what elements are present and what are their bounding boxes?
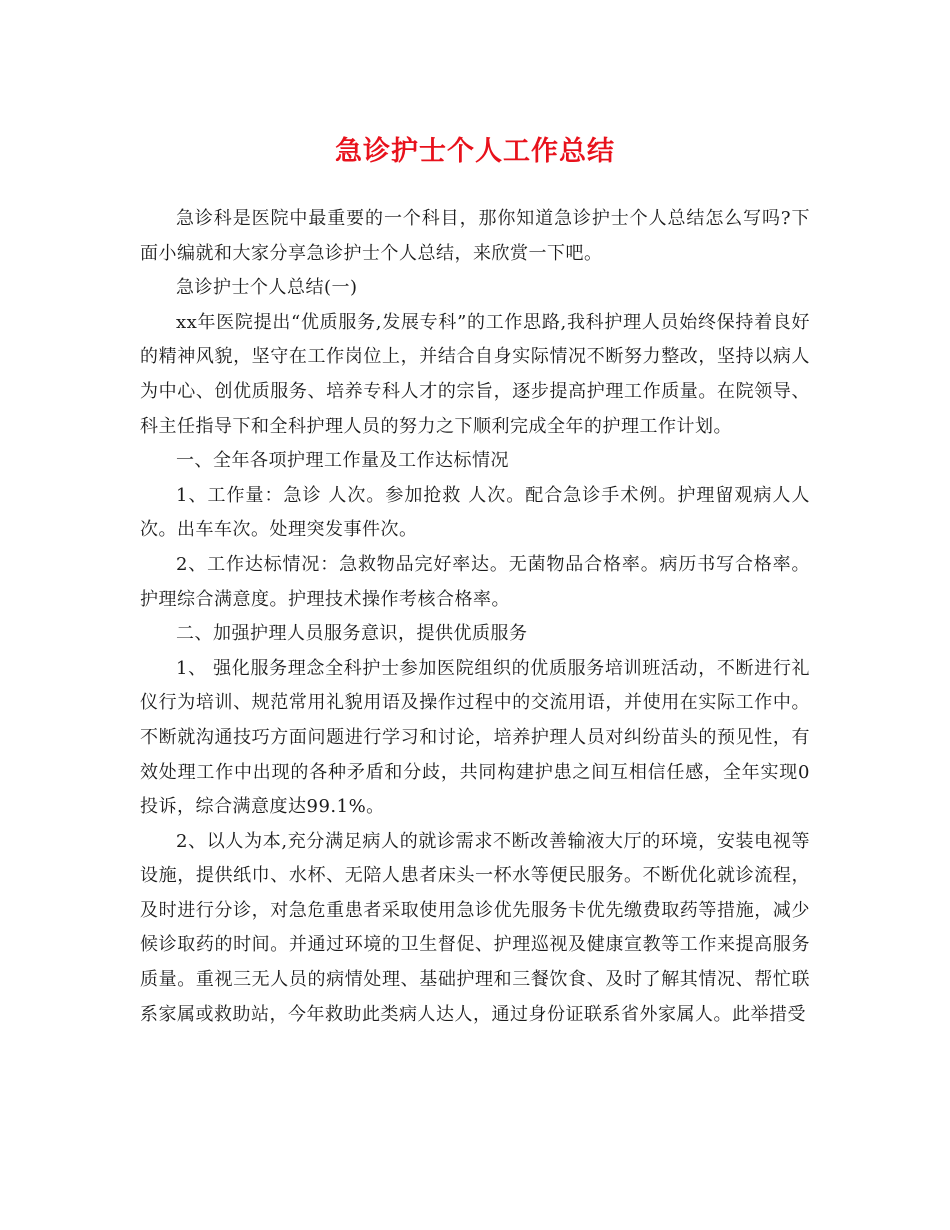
paragraph-standards: 2、工作达标情况：急救物品完好率达。无菌物品合格率。病历书写合格率。护理综合满意度。护理技术操作考核合格率。 [140,553,810,610]
paragraph-heading-2: 二、加强护理人员服务意识，提供优质服务 [176,623,528,645]
document-title: 急诊护士个人工作总结 [335,136,615,167]
paragraph-people-oriented: 2、以人为本,充分满足病人的就诊需求不断改善输液大厅的环境，安装电视等设施，提供纸巾、水杯、无陪人患者床头一杯水等便民服务。不断优化就诊流程，及时进行分诊，对急危重患者采取使用急诊优先服务卡优先缴费取药等措施，减少候诊取药的时间。并通过环境的卫生督促、护理巡视及健康宣教等工作来提高服务质量。重视三无人员的病情处理、基础护理和三餐饮食、及时了解其情况、帮忙联系家属或救助站，今年救助此类病人达人，通过身份证联系省外家属人。此举措受 [140,830,810,1025]
paragraph-service-concept: 1、 强化服务理念全科护士参加医院组织的优质服务培训班活动，不断进行礼仪行为培训、规范常用礼貌用语及操作过程中的交流用语，并使用在实际工作中。不断就沟通技巧方面问题进行学习和讨论，培养护理人员对纠纷苗头的预见性，有效处理工作中出现的各种矛盾和分歧，共同构建护患之间互相信任感，全年实现0投诉，综合满意度达99.1%。 [140,657,810,818]
paragraph-intro: 急诊科是医院中最重要的一个科目，那你知道急诊护士个人总结怎么写吗?下面小编就和大家分享急诊护士个人总结，来欣赏一下吧。 [140,208,810,264]
paragraph-overview: xx年医院提出“优质服务,发展专科”的工作思路,我科护理人员始终保持着良好的精神风貌，坚守在工作岗位上，并结合自身实际情况不断努力整改，坚持以病人为中心、创优质服务、培养专科人才的宗旨，逐步提高护理工作质量。在院领导、科主任指导下和全科护理人员的努力之下顺利完成全年的护理工作计划。 [140,311,810,437]
document-body [140,202,810,1032]
paragraph-workload: 1、工作量：急诊 人次。参加抢救 人次。配合急诊手术例。护理留观病人人次。出车车次。处理突发事件次。 [140,484,810,541]
paragraph-section-heading: 急诊护士个人总结(一) [176,277,358,299]
paragraph-heading-1: 一、全年各项护理工作量及工作达标情况 [176,450,509,472]
